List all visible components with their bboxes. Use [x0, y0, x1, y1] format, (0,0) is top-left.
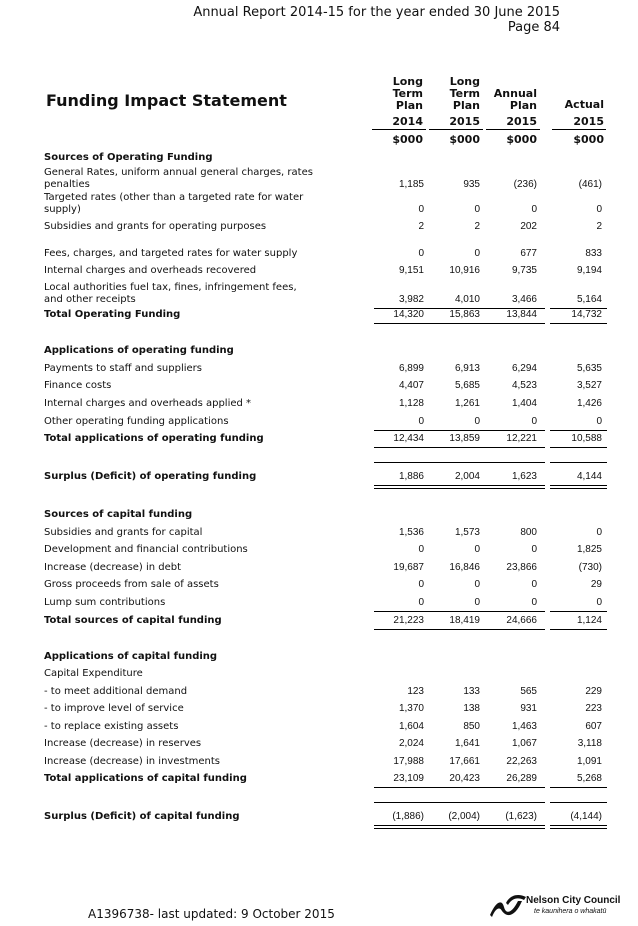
rule-line — [486, 787, 545, 788]
row-value-col2: 6,913 — [454, 363, 480, 374]
row-label: Gross proceeds from sale of assets — [44, 579, 219, 590]
row-label: Subsidies and grants for operating purposes — [44, 221, 267, 232]
row-value-col4: 5,164 — [576, 294, 602, 305]
row-value-col4: 1,091 — [576, 756, 602, 767]
rule-line — [550, 629, 607, 630]
row-label: Other operating funding applications — [44, 416, 229, 427]
rule-line — [374, 447, 428, 448]
row-value-col4: 0 — [596, 416, 602, 427]
row-value-col2: 16,846 — [449, 562, 480, 573]
row-value-col2: 18,419 — [449, 615, 480, 626]
row-value-col4: 0 — [596, 527, 602, 538]
row-value-col1: 3,982 — [398, 294, 424, 305]
col3-year: 2015 — [506, 115, 537, 128]
double-rule-line — [374, 485, 428, 489]
row-value-col2: 0 — [474, 597, 480, 608]
year-underline — [552, 129, 606, 130]
row-label: Applications of operating funding — [44, 345, 234, 356]
rule-line — [428, 323, 486, 324]
row-label: Increase (decrease) in investments — [44, 756, 220, 767]
row-value-col2: 4,010 — [454, 294, 480, 305]
col3-unit: $000 — [506, 133, 537, 146]
row-label: Internal charges and overheads recovered — [44, 265, 257, 276]
row-value-col1: (1,886) — [392, 811, 424, 822]
row-value-col3: 677 — [520, 248, 537, 259]
row-value-col2: 17,661 — [449, 756, 480, 767]
footer-doc-ref: A1396738- last updated: 9 October 2015 — [88, 907, 335, 921]
row-value-col1: 12,434 — [393, 433, 424, 444]
row-label: - to meet additional demand — [44, 686, 188, 697]
row-value-col4: 3,527 — [576, 380, 602, 391]
row-label: Internal charges and overheads applied * — [44, 398, 252, 409]
col2-head: Long Term Plan — [449, 75, 480, 112]
rule-line — [550, 611, 607, 612]
rule-line — [550, 430, 607, 431]
row-value-col1: 23,109 — [393, 773, 424, 784]
col1-head: Long Term Plan — [392, 75, 423, 112]
rule-line — [374, 430, 428, 431]
rule-line — [374, 323, 428, 324]
double-rule-line — [374, 825, 428, 829]
row-value-col1: 0 — [418, 597, 424, 608]
row-value-col3: 0 — [531, 579, 537, 590]
row-value-col4: 0 — [596, 204, 602, 215]
row-value-col4: 223 — [585, 703, 602, 714]
row-value-col4: 1,825 — [576, 544, 602, 555]
rule-line — [428, 611, 486, 612]
row-value-col1: 0 — [418, 248, 424, 259]
row-value-col2: 13,859 — [449, 433, 480, 444]
row-label: Applications of capital funding — [44, 651, 218, 662]
row-value-col1: 2,024 — [398, 738, 424, 749]
row-value-col2: 2 — [474, 221, 480, 232]
double-rule-line — [486, 825, 545, 829]
col4-year: 2015 — [573, 115, 604, 128]
report-header-title: Annual Report 2014-15 for the year ended 30 June 2015 — [193, 5, 560, 20]
row-value-col3: 0 — [531, 597, 537, 608]
row-label: Development and financial contributions — [44, 544, 248, 555]
row-value-col1: 1,536 — [398, 527, 424, 538]
rule-line — [428, 802, 486, 803]
row-value-col4: 229 — [585, 686, 602, 697]
row-label: Finance costs — [44, 380, 112, 391]
year-underline — [429, 129, 483, 130]
rule-line — [486, 323, 545, 324]
logo-subtitle: te kaunihera o whakatū — [534, 908, 607, 915]
row-value-col2: 850 — [463, 721, 480, 732]
row-value-col1: 0 — [418, 544, 424, 555]
rule-line — [486, 447, 545, 448]
row-value-col1: 1,370 — [398, 703, 424, 714]
row-label: - to replace existing assets — [44, 721, 179, 732]
rule-line — [374, 462, 428, 463]
rule-line — [428, 787, 486, 788]
row-value-col2: 1,641 — [454, 738, 480, 749]
row-value-col4: 833 — [585, 248, 602, 259]
row-value-col4: 607 — [585, 721, 602, 732]
row-value-col3: 0 — [531, 204, 537, 215]
row-value-col1: 1,185 — [398, 179, 424, 190]
row-value-col1: 17,988 — [393, 756, 424, 767]
row-value-col3: 931 — [520, 703, 537, 714]
row-value-col1: 4,407 — [398, 380, 424, 391]
row-value-col1: 0 — [418, 579, 424, 590]
row-value-col1: 123 — [407, 686, 424, 697]
row-value-col3: 1,067 — [511, 738, 537, 749]
rule-line — [550, 447, 607, 448]
page-title: Funding Impact Statement — [46, 91, 287, 110]
row-value-col4: 1,426 — [576, 398, 602, 409]
row-value-col2: (2,004) — [448, 811, 480, 822]
rule-line — [486, 611, 545, 612]
row-value-col2: 0 — [474, 248, 480, 259]
row-value-col1: 1,886 — [398, 471, 424, 482]
row-label: Payments to staff and suppliers — [44, 363, 202, 374]
row-value-col1: 21,223 — [393, 615, 424, 626]
row-value-col1: 0 — [418, 416, 424, 427]
row-value-col2: 0 — [474, 204, 480, 215]
row-value-col4: 5,268 — [576, 773, 602, 784]
row-label: Surplus (Deficit) of capital funding — [44, 811, 240, 822]
row-label: Lump sum contributions — [44, 597, 166, 608]
rule-line — [486, 629, 545, 630]
row-value-col1: 14,320 — [393, 309, 424, 320]
rule-line — [486, 802, 545, 803]
row-value-col2: 0 — [474, 416, 480, 427]
row-value-col2: 935 — [463, 179, 480, 190]
row-value-col4: (730) — [578, 562, 602, 573]
rule-line — [486, 462, 545, 463]
row-label: Sources of capital funding — [44, 509, 193, 520]
row-value-col3: (1,623) — [505, 811, 537, 822]
row-value-col4: 4,144 — [576, 471, 602, 482]
row-label: Total applications of capital funding — [44, 773, 247, 784]
double-rule-line — [550, 825, 607, 829]
row-value-col1: 1,128 — [398, 398, 424, 409]
row-value-col3: 24,666 — [506, 615, 537, 626]
row-label: Targeted rates (other than a targeted rate for water supply) — [44, 192, 304, 215]
row-label: Subsidies and grants for capital — [44, 527, 203, 538]
row-value-col2: 15,863 — [449, 309, 480, 320]
logo-name: Nelson City Council — [526, 895, 621, 906]
row-value-col3: 22,263 — [506, 756, 537, 767]
row-value-col3: 9,735 — [511, 265, 537, 276]
row-label: Local authorities fuel tax, fines, infringement fees, and other receipts — [44, 282, 297, 305]
row-value-col4: (4,144) — [570, 811, 602, 822]
col1-unit: $000 — [392, 133, 423, 146]
row-value-col3: 0 — [531, 416, 537, 427]
row-value-col4: 14,732 — [571, 309, 602, 320]
col4-unit: $000 — [573, 133, 604, 146]
row-value-col2: 0 — [474, 579, 480, 590]
row-value-col2: 1,261 — [454, 398, 480, 409]
row-value-col3: 4,523 — [511, 380, 537, 391]
row-label: General Rates, uniform annual general charges, rates penalties — [44, 167, 313, 190]
row-value-col2: 0 — [474, 544, 480, 555]
rule-line — [428, 462, 486, 463]
double-rule-line — [428, 825, 486, 829]
row-label: Surplus (Deficit) of operating funding — [44, 471, 257, 482]
row-value-col3: 3,466 — [511, 294, 537, 305]
row-value-col4: 0 — [596, 597, 602, 608]
row-value-col3: 565 — [520, 686, 537, 697]
row-label: Increase (decrease) in debt — [44, 562, 182, 573]
rule-line — [428, 629, 486, 630]
row-value-col3: 26,289 — [506, 773, 537, 784]
row-value-col4: 3,118 — [577, 738, 602, 749]
col3-head: Annual Plan — [493, 87, 537, 112]
rule-line — [374, 802, 428, 803]
row-value-col2: 2,004 — [454, 471, 480, 482]
council-wave-logo-icon — [488, 893, 528, 919]
row-value-col2: 1,573 — [454, 527, 480, 538]
row-value-col2: 138 — [463, 703, 480, 714]
col4-head: Actual — [564, 98, 604, 111]
row-value-col3: 0 — [531, 544, 537, 555]
row-value-col1: 0 — [418, 204, 424, 215]
rule-line — [550, 323, 607, 324]
row-value-col1: 19,687 — [393, 562, 424, 573]
page-number: Page 84 — [507, 20, 560, 35]
rule-line — [428, 430, 486, 431]
row-value-col3: 202 — [520, 221, 537, 232]
row-value-col1: 9,151 — [398, 265, 424, 276]
row-label: Total sources of capital funding — [44, 615, 222, 626]
double-rule-line — [486, 485, 545, 489]
row-value-col3: 23,866 — [506, 562, 537, 573]
row-label: - to improve level of service — [44, 703, 184, 714]
rule-line — [374, 629, 428, 630]
row-value-col1: 1,604 — [398, 721, 424, 732]
row-value-col4: 1,124 — [576, 615, 602, 626]
row-value-col1: 2 — [418, 221, 424, 232]
row-value-col3: (236) — [513, 179, 537, 190]
council-logo — [488, 893, 638, 923]
row-value-col3: 1,623 — [511, 471, 537, 482]
row-value-col3: 6,294 — [511, 363, 537, 374]
row-value-col2: 20,423 — [449, 773, 480, 784]
rule-line — [428, 447, 486, 448]
rule-line — [374, 787, 428, 788]
row-label: Capital Expenditure — [44, 668, 143, 679]
rule-line — [550, 462, 607, 463]
col2-year: 2015 — [449, 115, 480, 128]
row-value-col4: 29 — [590, 579, 602, 590]
row-value-col2: 10,916 — [449, 265, 480, 276]
year-underline — [486, 129, 540, 130]
row-label: Fees, charges, and targeted rates for water supply — [44, 248, 298, 259]
row-label: Total applications of operating funding — [44, 433, 264, 444]
row-value-col1: 6,899 — [398, 363, 424, 374]
row-value-col4: 2 — [596, 221, 602, 232]
row-value-col2: 133 — [463, 686, 480, 697]
row-value-col4: 9,194 — [576, 265, 602, 276]
row-value-col3: 13,844 — [506, 309, 537, 320]
row-value-col2: 5,685 — [454, 380, 480, 391]
row-label: Increase (decrease) in reserves — [44, 738, 202, 749]
rule-line — [374, 611, 428, 612]
row-value-col4: 10,588 — [571, 433, 602, 444]
rule-line — [486, 430, 545, 431]
row-value-col4: (461) — [578, 179, 602, 190]
row-value-col3: 1,463 — [511, 721, 537, 732]
double-rule-line — [550, 485, 607, 489]
row-value-col3: 1,404 — [511, 398, 537, 409]
row-label: Sources of Operating Funding — [44, 152, 213, 163]
row-value-col3: 800 — [520, 527, 537, 538]
col2-unit: $000 — [449, 133, 480, 146]
row-value-col3: 12,221 — [506, 433, 537, 444]
year-underline — [372, 129, 426, 130]
double-rule-line — [428, 485, 486, 489]
rule-line — [550, 787, 607, 788]
row-value-col4: 5,635 — [576, 363, 602, 374]
col1-year: 2014 — [392, 115, 423, 128]
rule-line — [550, 802, 607, 803]
row-label: Total Operating Funding — [44, 309, 181, 320]
